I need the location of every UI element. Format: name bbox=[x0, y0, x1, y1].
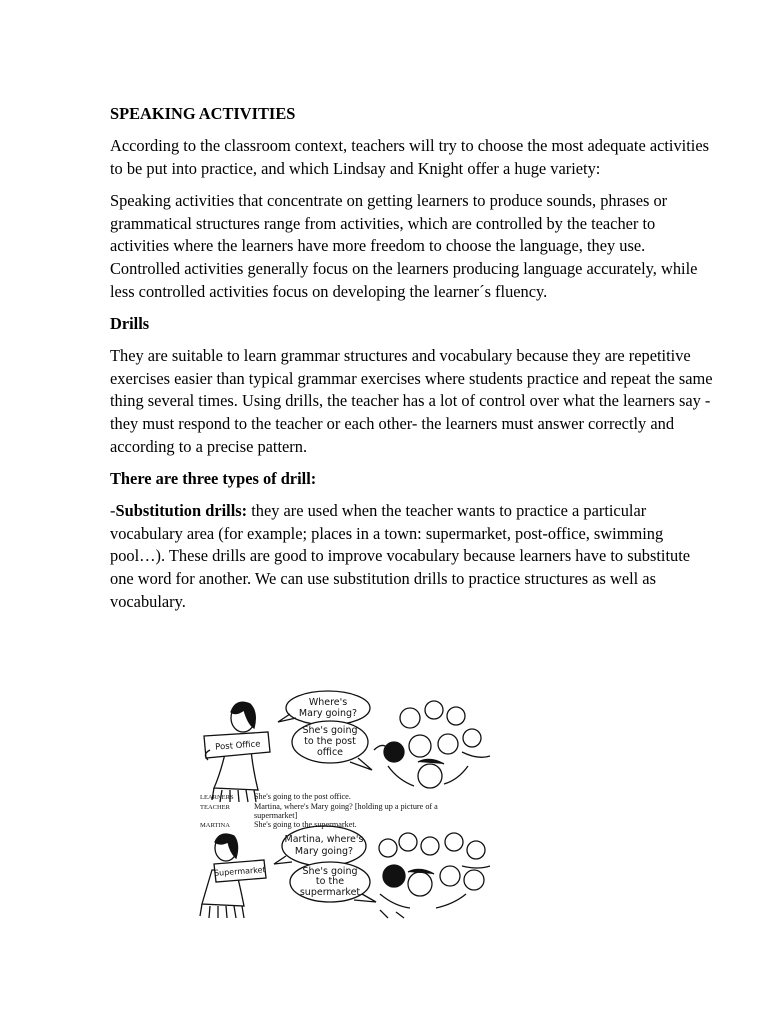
document-body bbox=[110, 103, 716, 623]
caption-speaker-martina: MARTINA bbox=[200, 822, 230, 829]
learners-group-bottom bbox=[379, 833, 490, 918]
substitution-text: they are used when the teacher wants to practice a particular vocabulary area (for example; places in a town: supermarket, post-office, swimming pool…). These drills are good to improve vocabulary because learners have to substitute one word for another. We can use substitution drills to practice structures as well as vocabulary. bbox=[110, 501, 691, 611]
substitution-label: Substitution drills: bbox=[115, 501, 248, 521]
illustration-svg bbox=[118, 680, 510, 922]
bubble-text-where: Where's bbox=[308, 697, 348, 708]
learners-group-top bbox=[374, 701, 490, 788]
bubble-text-to-the-post: to the post bbox=[304, 736, 356, 747]
caption-line-learners: She's going to the post office. bbox=[254, 792, 351, 801]
bubble-text-shes-going: She's going bbox=[302, 725, 358, 736]
bubble-text-martina-where: Martina, where's bbox=[284, 834, 364, 845]
bubble-text-mary-going-2: Mary going? bbox=[294, 846, 354, 857]
bubble-text-supermarket: supermarket bbox=[299, 887, 361, 898]
speaking-activities-paragraph: Speaking activities that concentrate on getting learners to produce sounds, phrases or grammatical structures range from activities, which are controlled by the teacher to activities where the learners have more freedom to choose the language, they use. Controlled activities generally focus on the learners producing language accurately, while less controlled activities focus on developing the learner´s fluency. bbox=[110, 191, 698, 301]
bubble-text-office: office bbox=[316, 747, 344, 758]
caption-speaker-learners: LEARNERS bbox=[200, 794, 234, 801]
caption-line-martina: She's going to the supermarket. bbox=[254, 820, 357, 829]
sign-text-supermarket: Supermarket bbox=[213, 865, 266, 878]
substitution-prefix: - bbox=[110, 501, 116, 521]
bubble-text-mary-going: Mary going? bbox=[298, 708, 358, 719]
bubble-text-to-the: to the bbox=[315, 876, 345, 887]
caption-line-supermarket: supermarket] bbox=[254, 811, 298, 820]
substitution-drills-paragraph bbox=[110, 500, 716, 613]
substitution-drill-illustration bbox=[118, 680, 510, 922]
page-title: SPEAKING ACTIVITIES bbox=[110, 104, 296, 123]
caption-speaker-teacher: TEACHER bbox=[200, 804, 230, 811]
drills-paragraph: They are suitable to learn grammar structures and vocabulary because they are repetitive exercises easier than typical grammar exercises where students practice and repeat the same thing several times. Using drills, the teacher has a lot of control over what the learners say - they must respond to the teacher or each other- the learners must answer correctly and according to a precise pattern. bbox=[110, 346, 713, 456]
caption-line-teacher: Martina, where's Mary going? [holding up a picture of a bbox=[254, 802, 438, 811]
drill-types-heading: There are three types of drill: bbox=[110, 469, 317, 489]
intro-paragraph: According to the classroom context, teachers will try to choose the most adequate activities to be put into practice, and which Lindsay and Knight offer a huge variety: bbox=[110, 136, 709, 178]
sign-text-post-office: Post Office bbox=[214, 739, 261, 753]
drills-heading: Drills bbox=[110, 314, 150, 334]
bubble-text-shes-going-2: She's going bbox=[302, 866, 358, 877]
